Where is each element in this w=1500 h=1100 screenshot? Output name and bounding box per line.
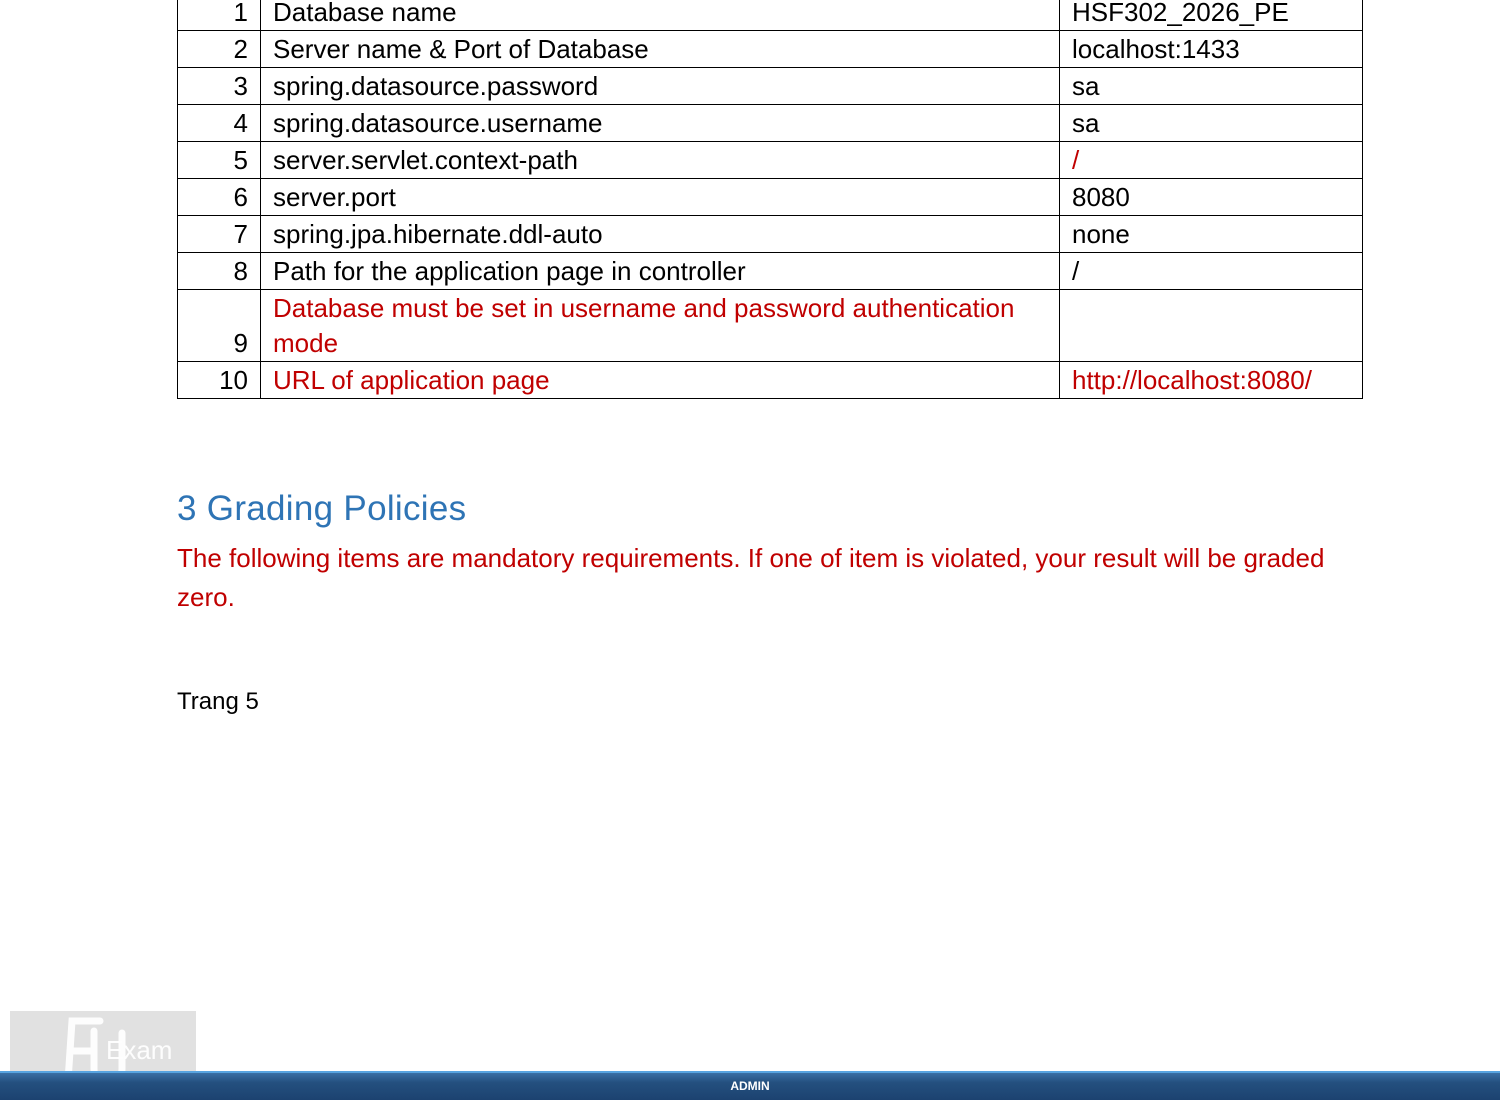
config-item: Path for the application page in controller [261, 253, 1060, 290]
table-row [178, 179, 1363, 216]
table-row [178, 31, 1363, 68]
row-number: 1 [178, 0, 261, 31]
table-row [178, 0, 1363, 31]
config-item: Database name [261, 0, 1060, 31]
row-number: 4 [178, 105, 261, 142]
row-number: 8 [178, 253, 261, 290]
config-table-body [178, 0, 1363, 399]
table-row [178, 290, 1363, 362]
config-value [1060, 290, 1363, 362]
config-value: sa [1060, 68, 1363, 105]
config-value: http://localhost:8080/ [1060, 362, 1363, 399]
config-value: none [1060, 216, 1363, 253]
config-item: Database must be set in username and password authentication mode [261, 290, 1060, 362]
config-value: HSF302_2026_PE [1060, 0, 1363, 31]
section-heading: 3 Grading Policies [177, 489, 467, 528]
table-row [178, 253, 1363, 290]
config-table [177, 0, 1363, 399]
config-item: URL of application page [261, 362, 1060, 399]
page-number: Trang 5 [177, 688, 259, 715]
config-item: spring.jpa.hibernate.ddl-auto [261, 216, 1060, 253]
section-body: The following items are mandatory requirements. If one of item is violated, your result will be graded zero. [177, 543, 1325, 612]
config-value: / [1060, 253, 1363, 290]
bottom-status-bar [0, 1071, 1500, 1100]
table-row [178, 105, 1363, 142]
table-row [178, 362, 1363, 399]
row-number: 7 [178, 216, 261, 253]
logo-text: Exam [106, 1035, 173, 1065]
table-row [178, 216, 1363, 253]
row-number: 2 [178, 31, 261, 68]
row-number: 5 [178, 142, 261, 179]
config-value: 8080 [1060, 179, 1363, 216]
config-value: sa [1060, 105, 1363, 142]
row-number: 9 [178, 290, 261, 362]
config-value: localhost:1433 [1060, 31, 1363, 68]
table-row [178, 142, 1363, 179]
table-row [178, 68, 1363, 105]
config-item: Server name & Port of Database [261, 31, 1060, 68]
config-item: server.port [261, 179, 1060, 216]
config-item: spring.datasource.username [261, 105, 1060, 142]
config-value: / [1060, 142, 1363, 179]
config-item: server.servlet.context-path [261, 142, 1060, 179]
row-number: 10 [178, 362, 261, 399]
config-item: spring.datasource.password [261, 68, 1060, 105]
row-number: 6 [178, 179, 261, 216]
user-role-label: ADMIN [730, 1079, 770, 1093]
row-number: 3 [178, 68, 261, 105]
